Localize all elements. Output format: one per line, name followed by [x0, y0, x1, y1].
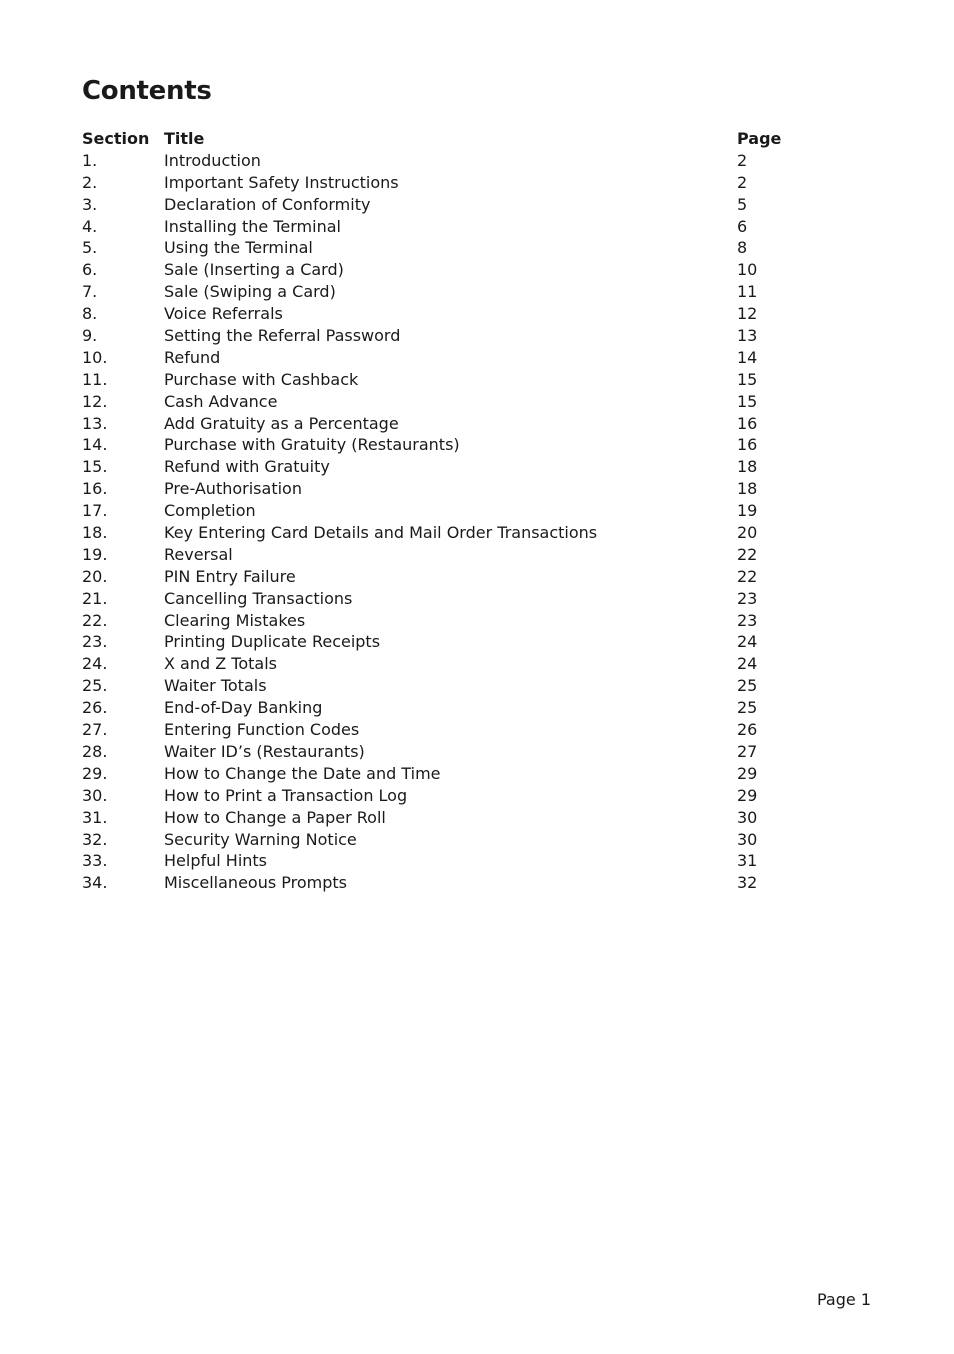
- section-title: Completion: [164, 501, 256, 521]
- toc-entry: [82, 478, 842, 500]
- section-number: 30.: [82, 785, 108, 805]
- section-title: Installing the Terminal: [164, 216, 341, 236]
- section-title: Add Gratuity as a Percentage: [164, 413, 399, 433]
- section-title: Entering Function Codes: [164, 720, 360, 740]
- page-number-cell: 13: [737, 326, 758, 346]
- toc-entry: [82, 500, 842, 522]
- page-number-cell: 16: [737, 413, 758, 433]
- toc-entry: [82, 434, 842, 456]
- toc-entry: [82, 237, 842, 259]
- section-number: 22.: [82, 610, 108, 630]
- section-title: Miscellaneous Prompts: [164, 873, 347, 893]
- section-number: 7.: [82, 282, 98, 302]
- section-number: 6.: [82, 260, 98, 280]
- section-number: 12.: [82, 391, 108, 411]
- page-number-cell: 25: [737, 676, 758, 696]
- section-number: 10.: [82, 347, 108, 367]
- section-title: Key Entering Card Details and Mail Order Transactions: [164, 523, 598, 543]
- toc-entry: [82, 391, 842, 413]
- section-number: 21.: [82, 588, 108, 608]
- section-number: 16.: [82, 479, 108, 499]
- section-title: Cash Advance: [164, 391, 278, 411]
- toc-entry: [82, 259, 842, 281]
- page-number-cell: 22: [737, 544, 758, 564]
- section-number: 3.: [82, 194, 98, 214]
- toc-entry: [82, 763, 842, 785]
- section-number: 29.: [82, 763, 108, 783]
- toc-entry: [82, 631, 842, 653]
- section-title: Voice Referrals: [164, 304, 283, 324]
- toc-entry: [82, 675, 842, 697]
- section-number: 31.: [82, 807, 108, 827]
- section-title: Waiter ID’s (Restaurants): [164, 741, 365, 761]
- toc-entry: [82, 566, 842, 588]
- toc-header-row: [82, 128, 842, 150]
- page-number-cell: 25: [737, 698, 758, 718]
- section-title: Introduction: [164, 150, 261, 170]
- toc-entry: [82, 369, 842, 391]
- section-number: 1.: [82, 150, 98, 170]
- page-title: Contents: [82, 76, 212, 106]
- section-title: Purchase with Cashback: [164, 369, 359, 389]
- page-number-cell: 10: [737, 260, 758, 280]
- section-number: 11.: [82, 369, 108, 389]
- section-number: 34.: [82, 873, 108, 893]
- toc-entry: [82, 544, 842, 566]
- toc-entry: [82, 850, 842, 872]
- section-number: 26.: [82, 698, 108, 718]
- toc-entry: [82, 807, 842, 829]
- toc-entry: [82, 610, 842, 632]
- page-number-cell: 29: [737, 763, 758, 783]
- toc-entry: [82, 347, 842, 369]
- page-number-cell: 26: [737, 720, 758, 740]
- page-number-cell: 31: [737, 851, 758, 871]
- page-number-cell: 2: [737, 172, 748, 192]
- page-number-cell: 24: [737, 654, 758, 674]
- section-number: 20.: [82, 566, 108, 586]
- section-title: Pre-Authorisation: [164, 479, 302, 499]
- section-number: 19.: [82, 544, 108, 564]
- toc-entry: [82, 785, 842, 807]
- section-title: Reversal: [164, 544, 233, 564]
- page-number-cell: 15: [737, 369, 758, 389]
- section-title: Printing Duplicate Receipts: [164, 632, 381, 652]
- section-title: Refund with Gratuity: [164, 457, 330, 477]
- section-title: How to Print a Transaction Log: [164, 785, 408, 805]
- section-number: 17.: [82, 501, 108, 521]
- page-number-cell: 14: [737, 347, 758, 367]
- page-number-cell: 29: [737, 785, 758, 805]
- page-number-cell: 8: [737, 238, 748, 258]
- section-number: 14.: [82, 435, 108, 455]
- section-number: 15.: [82, 457, 108, 477]
- section-title: How to Change a Paper Roll: [164, 807, 386, 827]
- section-title: Using the Terminal: [164, 238, 313, 258]
- toc-entry: [82, 653, 842, 675]
- section-title: Sale (Inserting a Card): [164, 260, 344, 280]
- section-number: 2.: [82, 172, 98, 192]
- toc-entry: [82, 456, 842, 478]
- section-number: 9.: [82, 326, 98, 346]
- toc-entry: [82, 281, 842, 303]
- page-number-cell: 18: [737, 479, 758, 499]
- page-number-cell: 11: [737, 282, 758, 302]
- toc-entry: [82, 719, 842, 741]
- title-column-header: Title: [164, 129, 205, 148]
- section-number: 32.: [82, 829, 108, 849]
- section-number: 18.: [82, 523, 108, 543]
- toc-entry: [82, 194, 842, 216]
- section-number: 25.: [82, 676, 108, 696]
- section-title: Important Safety Instructions: [164, 172, 399, 192]
- section-title: Cancelling Transactions: [164, 588, 353, 608]
- section-title: PIN Entry Failure: [164, 566, 296, 586]
- toc-entry: [82, 172, 842, 194]
- page-number-cell: 24: [737, 632, 758, 652]
- page-number-cell: 32: [737, 873, 758, 893]
- page-number-cell: 27: [737, 741, 758, 761]
- section-number: 4.: [82, 216, 98, 236]
- section-title: Refund: [164, 347, 221, 367]
- page-number-cell: 23: [737, 610, 758, 630]
- toc-entry: [82, 216, 842, 238]
- page-number-cell: 22: [737, 566, 758, 586]
- page-number-cell: 30: [737, 807, 758, 827]
- toc-entry: [82, 697, 842, 719]
- toc-entry: [82, 829, 842, 851]
- page-column-header: Page: [737, 129, 782, 148]
- page-number-cell: 19: [737, 501, 758, 521]
- page-number-cell: 30: [737, 829, 758, 849]
- toc-rows: [82, 150, 842, 894]
- page-number-cell: 5: [737, 194, 748, 214]
- section-number: 5.: [82, 238, 98, 258]
- page-number-cell: 20: [737, 523, 758, 543]
- page-number-cell: 16: [737, 435, 758, 455]
- section-title: Helpful Hints: [164, 851, 268, 871]
- section-title: How to Change the Date and Time: [164, 763, 441, 783]
- section-title: Declaration of Conformity: [164, 194, 371, 214]
- section-number: 24.: [82, 654, 108, 674]
- page-number-cell: 18: [737, 457, 758, 477]
- page-number-cell: 2: [737, 150, 748, 170]
- toc-entry: [82, 413, 842, 435]
- section-number: 33.: [82, 851, 108, 871]
- section-number: 13.: [82, 413, 108, 433]
- toc-entry: [82, 303, 842, 325]
- section-title: Sale (Swiping a Card): [164, 282, 336, 302]
- toc-entry: [82, 872, 842, 894]
- section-number: 28.: [82, 741, 108, 761]
- toc-entry: [82, 522, 842, 544]
- toc-entry: [82, 741, 842, 763]
- section-title: Waiter Totals: [164, 676, 267, 696]
- toc-entry: [82, 150, 842, 172]
- toc-entry: [82, 588, 842, 610]
- section-title: Security Warning Notice: [164, 829, 357, 849]
- section-title: Clearing Mistakes: [164, 610, 306, 630]
- section-title: End-of-Day Banking: [164, 698, 323, 718]
- toc-entry: [82, 325, 842, 347]
- section-title: X and Z Totals: [164, 654, 277, 674]
- page-number-cell: 12: [737, 304, 758, 324]
- page-number-cell: 23: [737, 588, 758, 608]
- page-number-cell: 15: [737, 391, 758, 411]
- section-number: 23.: [82, 632, 108, 652]
- section-number: 27.: [82, 720, 108, 740]
- section-title: Setting the Referral Password: [164, 326, 401, 346]
- page-number-cell: 6: [737, 216, 748, 236]
- page-number: Page 1: [817, 1290, 871, 1309]
- table-of-contents: [82, 128, 842, 894]
- section-column-header: Section: [82, 129, 150, 148]
- section-title: Purchase with Gratuity (Restaurants): [164, 435, 460, 455]
- section-number: 8.: [82, 304, 98, 324]
